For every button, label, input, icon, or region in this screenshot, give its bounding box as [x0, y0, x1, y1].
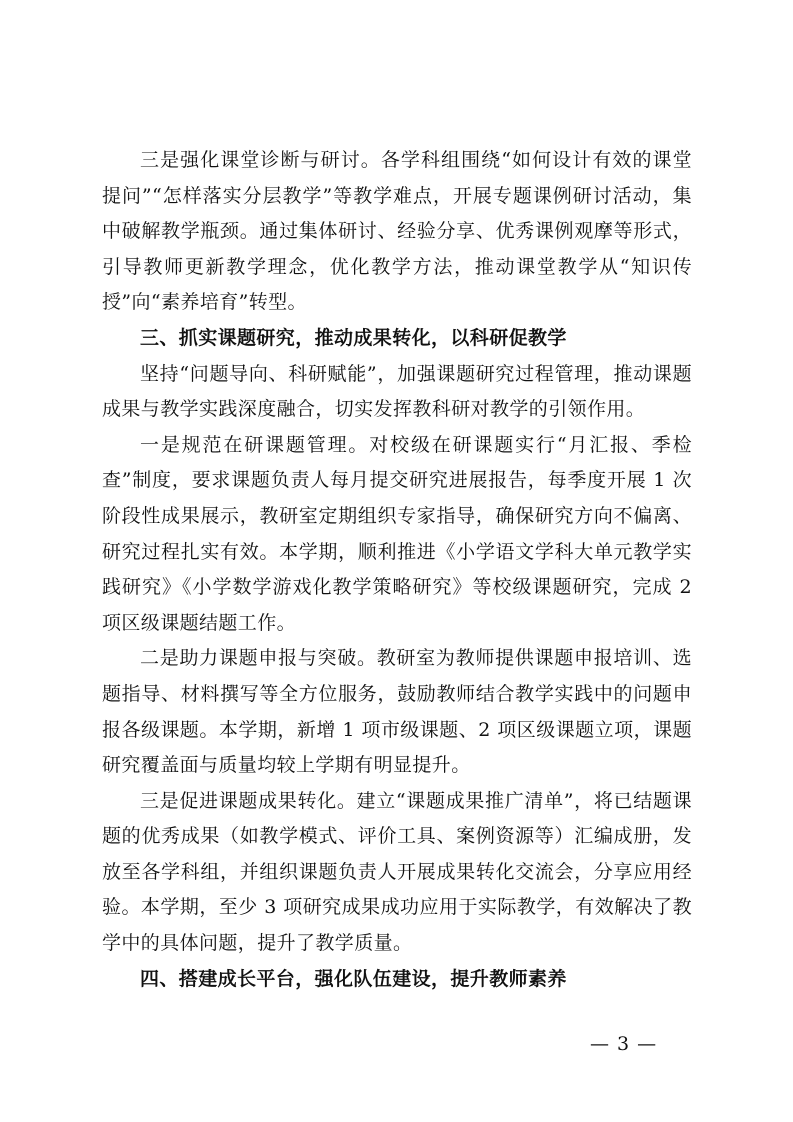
paragraph-classroom-diagnosis: 三是强化课堂诊断与研讨。各学科组围绕“如何设计有效的课堂提问”“怎样落实分层教学”等教学难点，开展专题课例研讨活动，集中破解教学瓶颈。通过集体研讨、经验分享、优秀课例观摩等形式，引导教师更新教学理念，优化教学方法，推动课堂教学从“知识传授”向“素养培育”转型。 [102, 149, 692, 314]
paragraph-topic-application: 二是助力课题申报与突破。教研室为教师提供课题申报培训、选题指导、材料撰写等全方位服务，鼓励教师结合教学实践中的问题申报各级课题。本学期，新增 1 项市级课题、2 项区级课题立项，课题研究覆盖面与质量均较上学期有明显提升。 [102, 647, 692, 777]
page-number: — 3 — [590, 1033, 658, 1055]
section-heading-3: 三、抓实课题研究，推动成果转化，以科研促教学 [140, 326, 567, 349]
section-heading-4: 四、搭建成长平台，强化队伍建设，提升教师素养 [140, 967, 567, 990]
document-body [102, 143, 692, 997]
paragraph-topic-management: 一是规范在研课题管理。对校级在研课题实行“月汇报、季检查”制度，要求课题负责人每月提交研究进展报告，每季度开展 1 次阶段性成果展示，教研室定期组织专家指导，确保研究方向不偏离、研究过程扎实有效。本学期，顺利推进《小学语文学科大单元教学实践研究》《小学数学游戏化教学策略研究》等校级课题研究，完成 2 项区级课题结题工作。 [102, 433, 692, 634]
paragraph-result-transformation: 三是促进课题成果转化。建立“课题成果推广清单”，将已结题课题的优秀成果（如教学模式、评价工具、案例资源等）汇编成册，发放至各学科组，并组织课题负责人开展成果转化交流会，分享应用经验。本学期，至少 3 项研究成果成功应用于实际教学，有效解决了教学中的具体问题，提升了教学质量。 [102, 789, 692, 955]
paragraph-research-intro: 坚持“问题导向、科研赋能”，加强课题研究过程管理，推动课题成果与教学实践深度融合，切实发挥教科研对教学的引领作用。 [102, 362, 692, 421]
